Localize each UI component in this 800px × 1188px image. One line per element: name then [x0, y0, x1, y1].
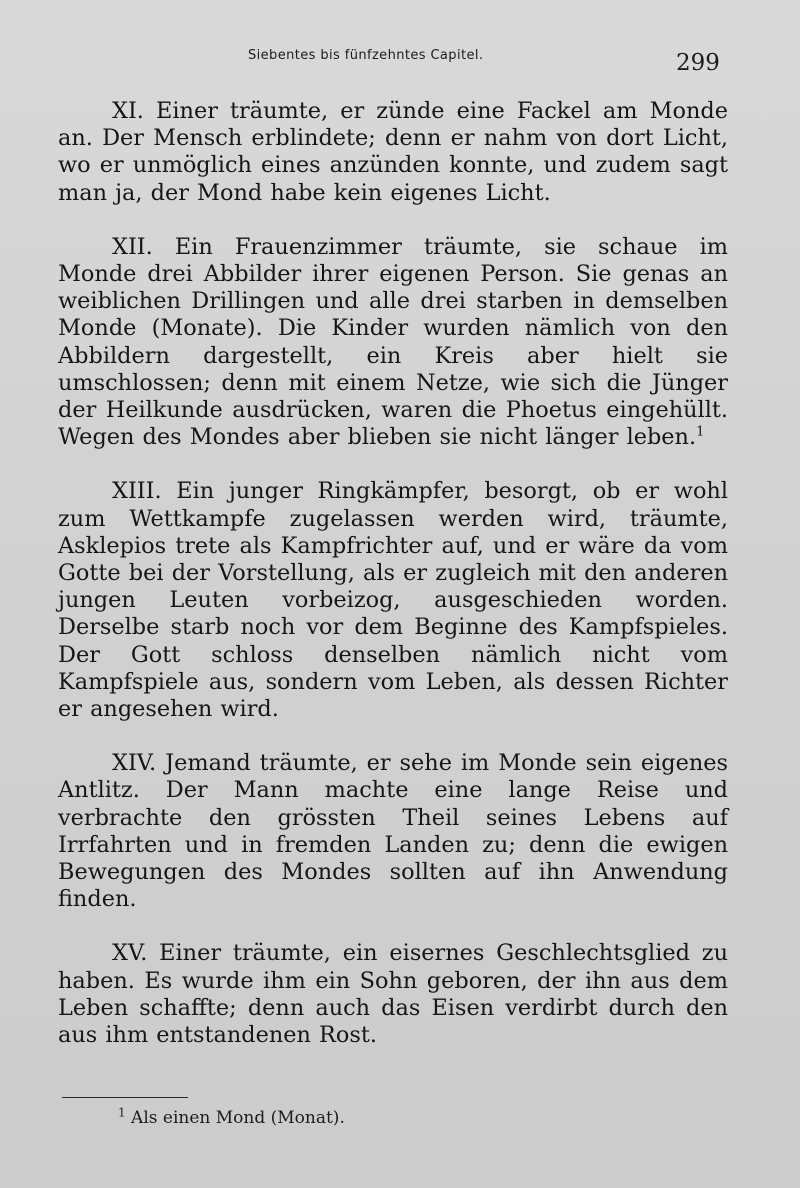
paragraph-number: XIII. [112, 478, 162, 505]
running-head: Siebentes bis fünfzehntes Capitel. [248, 48, 484, 63]
footnote-text: Als einen Mond (Monat). [125, 1108, 345, 1128]
paragraph-number: XIV. [112, 750, 157, 777]
paragraph-text: Jemand träumte, er sehe im Monde sein eigenes Antlitz. Der Mann machte eine lange Reise und verbrachte den grössten Theil seines Lebens auf Irrfahrten und in fremden Landen zu; denn die ewigen Bewegungen des Mondes sollten auf ihn Anwendung finden. [58, 750, 728, 913]
paragraph-text: Ein Frauenzimmer träumte, sie schaue im Monde drei Abbilder ihrer eigenen Person. Sie genas an weiblichen Drillingen und alle drei starben in demselben Monde (Monate). Die Kinder wurden nämlich von den Abbildern dargestellt, ein Kreis aber hielt sie umschlossen; denn mit einem Netze, wie sich die Jünger der Heilkunde ausdrücken, waren die Phoetus eingehüllt. Wegen des Mondes aber blieben sie nicht länger leben. [58, 233, 728, 451]
paragraph-xii [58, 234, 728, 452]
page-body [58, 98, 728, 1076]
paragraph-number: XI. [112, 98, 144, 124]
footnote-reference: 1 [696, 424, 705, 440]
paragraph-text: Ein junger Ringkämpfer, besorgt, ob er wohl zum Wettkampfe zugelassen werden wird, träumte, Asklepios trete als Kampfrichter auf, und er wäre da vom Gotte bei der Vorstellung, als er zugleich mit den anderen jungen Leuten vorbeizog, ausgeschieden worden. Derselbe starb noch vor dem Beginne des Kampfspieles. Der Gott schloss denselben nämlich nicht vom Kampfspiele aus, sondern vom Leben, als dessen Richter er angesehen wird. [58, 478, 728, 723]
page-number: 299 [676, 50, 720, 76]
paragraph-xv [58, 940, 728, 1049]
footnote [118, 1105, 345, 1128]
paragraph-number: XII. [112, 233, 153, 260]
paragraph-xiii [58, 478, 728, 723]
paragraph-text: Einer träumte, ein eisernes Geschlechtsglied zu haben. Es wurde ihm ein Sohn geboren, der ihn aus dem Leben schaffte; denn auch das Eisen verdirbt durch den aus ihm entstandenen Rost. [58, 940, 728, 1049]
paragraph-xiv [58, 750, 728, 913]
footnote-rule [62, 1097, 188, 1098]
paragraph-text: Einer träumte, er zünde eine Fackel am Monde an. Der Mensch erblindete; denn er nahm von dort Licht, wo er unmöglich eines anzünden konnte, und zudem sagt man ja, der Mond habe kein eigenes Licht. [58, 98, 728, 206]
paragraph-number: XV. [112, 940, 148, 967]
footnote-marker: 1 [118, 1105, 126, 1120]
paragraph-xi [58, 98, 728, 207]
